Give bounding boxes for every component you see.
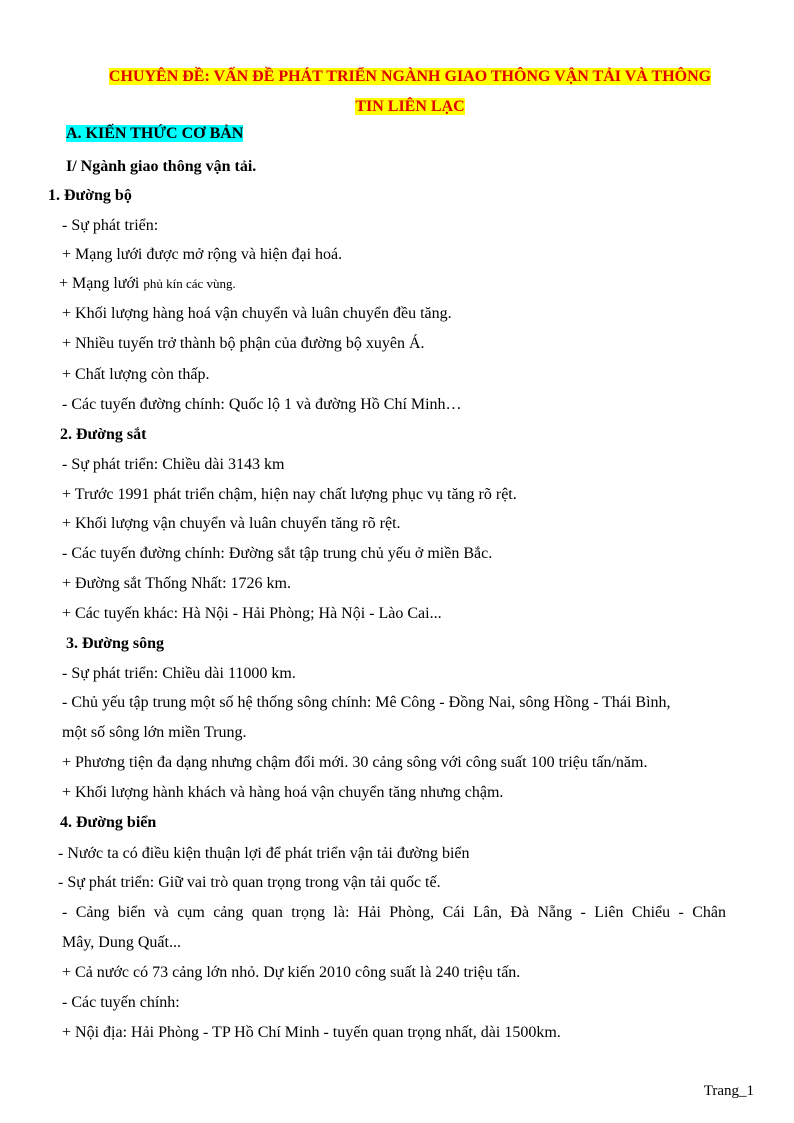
title-line-1: CHUYÊN ĐỀ: VẤN ĐỀ PHÁT TRIỂN NGÀNH GIAO THÔNG VẬN TẢI VÀ THÔNG <box>108 68 712 85</box>
heading-sea: 4. Đường biển <box>60 814 157 831</box>
sea-line-3a: - Cảng biển và cụm cảng quan trọng là: Hải Phòng, Cái Lân, Đà Nẵng - Liên Chiểu - Chân <box>62 904 726 921</box>
sea-line-2: - Sự phát triển: Giữ vai trò quan trọng trong vận tải quốc tế. <box>58 874 441 891</box>
part-1-heading: I/ Ngành giao thông vận tải. <box>66 158 257 175</box>
title-line-2: TIN LIÊN LẠC <box>355 98 465 115</box>
sea-line-5: - Các tuyến chính: <box>62 994 180 1011</box>
sea-line-6: + Nội địa: Hải Phòng - TP Hồ Chí Minh - tuyến quan trọng nhất, dài 1500km. <box>62 1024 561 1041</box>
rail-line-6: + Các tuyến khác: Hà Nội - Hải Phòng; Hà Nội - Lào Cai... <box>62 605 442 622</box>
heading-river: 3. Đường sông <box>66 635 165 652</box>
rail-line-3: + Khối lượng vận chuyển và luân chuyển tăng rõ rệt. <box>62 515 401 532</box>
river-line-1: - Sự phát triển: Chiều dài 11000 km. <box>62 665 296 682</box>
road-line-1: - Sự phát triển: <box>62 217 159 234</box>
sea-line-1: - Nước ta có điều kiện thuận lợi để phát triển vận tải đường biển <box>58 845 470 862</box>
sea-line-3b: Mây, Dung Quất... <box>62 934 181 951</box>
section-a-text: A. KIẾN THỨC CƠ BẢN <box>66 125 244 142</box>
rail-line-1: - Sự phát triển: Chiều dài 3143 km <box>62 456 285 473</box>
road-line-3 <box>59 274 236 294</box>
road-line-5: + Nhiều tuyến trở thành bộ phận của đường bộ xuyên Á. <box>62 335 425 352</box>
road-line-3-part-b: phủ kín các vùng. <box>143 276 236 291</box>
road-line-4: + Khối lượng hàng hoá vận chuyển và luân chuyển đều tăng. <box>62 305 452 322</box>
road-line-6: + Chất lượng còn thấp. <box>62 366 210 383</box>
page-number: Trang_1 <box>703 1083 754 1099</box>
document-title <box>60 62 760 122</box>
sea-line-4: + Cả nước có 73 cảng lớn nhỏ. Dự kiến 2010 công suất là 240 triệu tấn. <box>62 964 521 981</box>
river-line-2b: một số sông lớn miền Trung. <box>62 724 247 741</box>
river-line-2a: - Chủ yếu tập trung một số hệ thống sông chính: Mê Công - Đồng Nai, sông Hồng - Thái Bình, <box>62 694 671 711</box>
river-line-4: + Khối lượng hành khách và hàng hoá vận chuyển tăng nhưng chậm. <box>62 784 504 801</box>
rail-line-5: + Đường sắt Thống Nhất: 1726 km. <box>62 575 291 592</box>
rail-line-2: + Trước 1991 phát triển chậm, hiện nay chất lượng phục vụ tăng rõ rệt. <box>62 486 517 503</box>
heading-road: 1. Đường bộ <box>48 187 132 204</box>
river-line-3: + Phương tiện đa dạng nhưng chậm đổi mới. 30 cảng sông với công suất 100 triệu tấn/năm. <box>62 754 648 771</box>
road-line-2: + Mạng lưới được mở rộng và hiện đại hoá. <box>62 246 343 263</box>
heading-rail: 2. Đường sắt <box>60 426 147 443</box>
rail-line-4: - Các tuyến đường chính: Đường sắt tập trung chủ yếu ở miền Bắc. <box>62 545 493 562</box>
road-line-3-part-a: + Mạng lưới <box>59 275 144 292</box>
road-line-7: - Các tuyến đường chính: Quốc lộ 1 và đường Hồ Chí Minh… <box>62 396 462 413</box>
section-a-heading <box>66 124 243 144</box>
